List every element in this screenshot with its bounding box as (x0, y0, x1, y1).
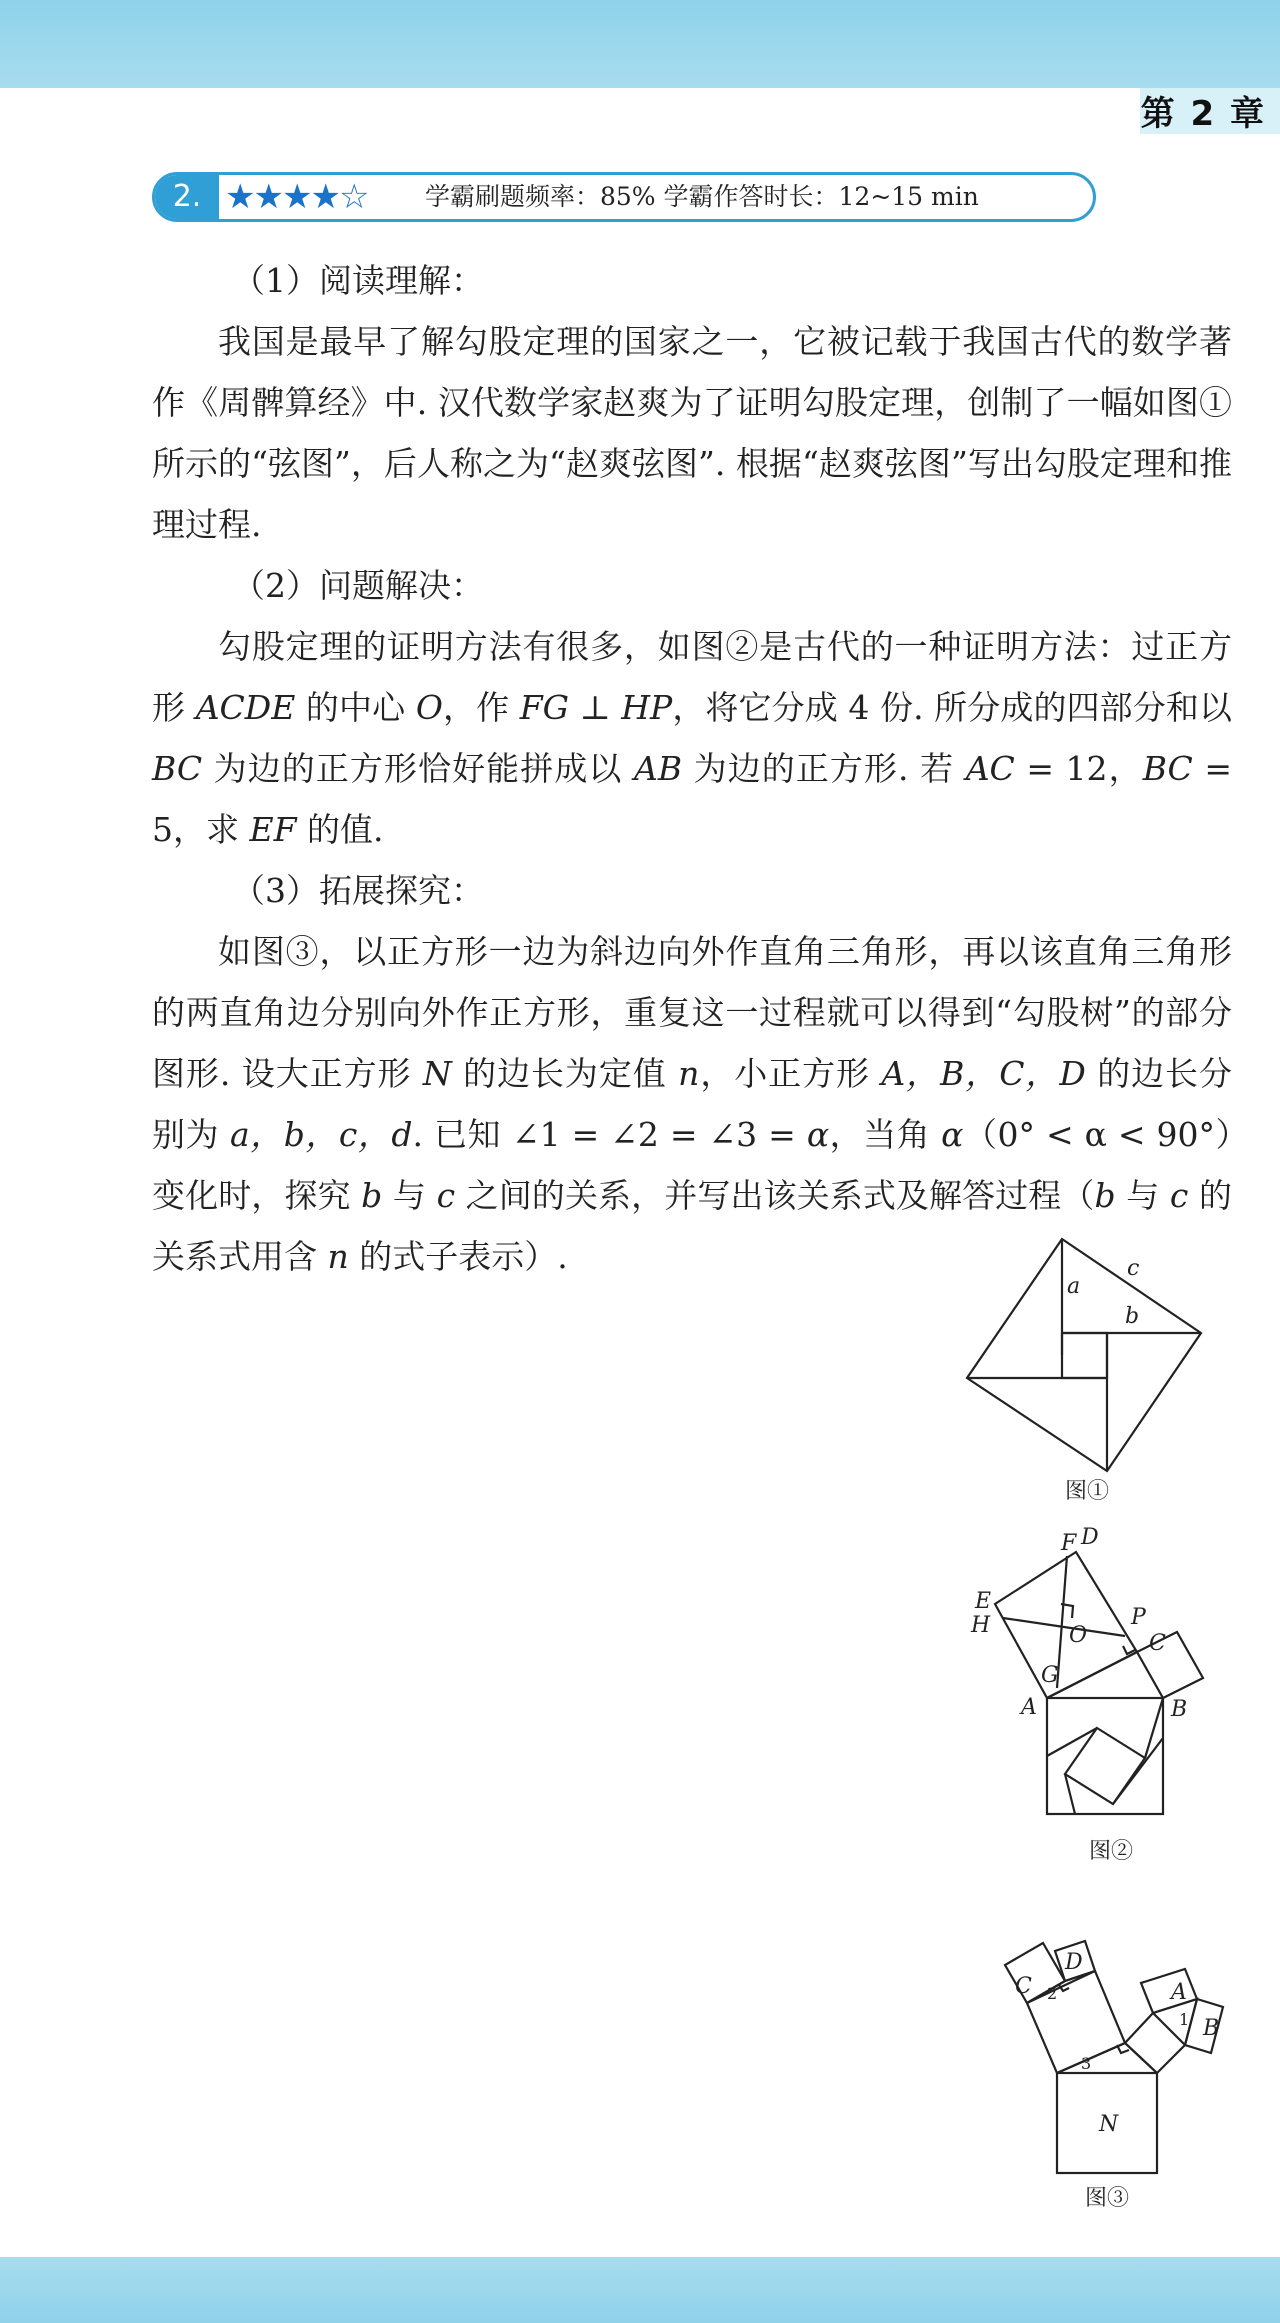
fig2-label-C: C (1149, 1631, 1166, 1656)
fig2-label-E: E (975, 1589, 992, 1614)
fig3-angle-2: 2 (1047, 1984, 1058, 2003)
fig1-caption: 图① (1065, 1479, 1110, 1504)
part2-heading: （2）问题解决： (232, 566, 484, 605)
fig2-label-P: P (1131, 1605, 1146, 1630)
star-icon: ★ (225, 177, 254, 217)
fig2-label-G: G (1041, 1663, 1059, 1688)
star-icon: ★ (281, 177, 311, 217)
fig3-label-D: D (1065, 1950, 1083, 1975)
part1-heading: （1）阅读理解： (232, 261, 484, 300)
fig2-caption: 图② (1089, 1839, 1134, 1864)
fig2-label-F: F (1061, 1531, 1077, 1556)
difficulty-stars (225, 177, 367, 217)
part1-section (152, 250, 1232, 555)
fig3-angle-3: 3 (1081, 2054, 1092, 2073)
fig2-label-H: H (971, 1613, 991, 1638)
fig2-label-D: D (1081, 1525, 1099, 1550)
question-header-bar (152, 172, 1096, 222)
part3-heading: （3）拓展探究： (232, 871, 484, 910)
part3-section (152, 860, 1232, 1287)
chapter-label: 第 2 章 (1140, 94, 1266, 134)
fig2-label-A: A (1021, 1695, 1037, 1720)
question-number: 2. (155, 175, 219, 219)
top-color-band (0, 0, 1280, 88)
bottom-color-band (0, 2257, 1280, 2323)
part2-text: 勾股定理的证明方法有很多，如图②是古代的一种证明方法：过正方形 ACDE 的中心 O，作 FG ⊥ HP，将它分成 4 份. 所分成的四部分和以 BC 为边的正方形恰好能拼成以 AB 为边的正方形. 若 AC = 12，BC = 5，求 EF 的值. (152, 627, 1233, 849)
fig2-label-O: O (1069, 1623, 1088, 1648)
fig1-label-c: c (1127, 1256, 1140, 1281)
fig3-label-N: N (1099, 2112, 1119, 2137)
fig3-angle-1: 1 (1179, 2010, 1190, 2029)
star-icon: ★ (253, 177, 282, 217)
part1-text: 我国是最早了解勾股定理的国家之一，它被记载于我国古代的数学著作《周髀算经》中. 汉代数学家赵爽为了证明勾股定理，创制了一幅如图①所示的“弦图”，后人称之为“赵爽弦图”. 根据“赵爽弦图”写出勾股定理和推理过程. (152, 322, 1232, 544)
fig3-label-B: B (1203, 2016, 1220, 2041)
figure-1-chord-diagram (955, 1235, 1215, 1505)
fig3-label-A: A (1171, 1980, 1187, 2005)
figure-3-pythagorean-tree (935, 1885, 1235, 2215)
question-meta: 学霸刷题频率：85% 学霸作答时长：12~15 min (425, 182, 979, 211)
star-empty-icon: ☆ (338, 177, 368, 217)
fig1-label-a: a (1067, 1274, 1081, 1299)
fig3-caption: 图③ (1085, 2186, 1130, 2211)
star-icon: ★ (310, 177, 339, 217)
fig1-label-b: b (1125, 1304, 1140, 1329)
part2-section (152, 555, 1232, 860)
part3-text: 如图③，以正方形一边为斜边向外作直角三角形，再以该直角三角形的两直角边分别向外作正方形，重复这一过程就可以得到“勾股树”的部分图形. 设大正方形 N 的边长为定值 n，小正方形 A，B，C，D 的边长分别为 a，b，c，d. 已知 ∠1 = ∠2 = ∠3 = α，当角 α（0° < α < 90°）变化时，探究 b 与 c 之间的关系，并写出该关系式及解答过程（b 与 c 的关系式用含 n 的式子表示）. (152, 932, 1233, 1276)
figure-2-proof-diagram (955, 1520, 1245, 1870)
fig3-label-C: C (1015, 1974, 1032, 1999)
fig2-label-B: B (1171, 1697, 1188, 1722)
